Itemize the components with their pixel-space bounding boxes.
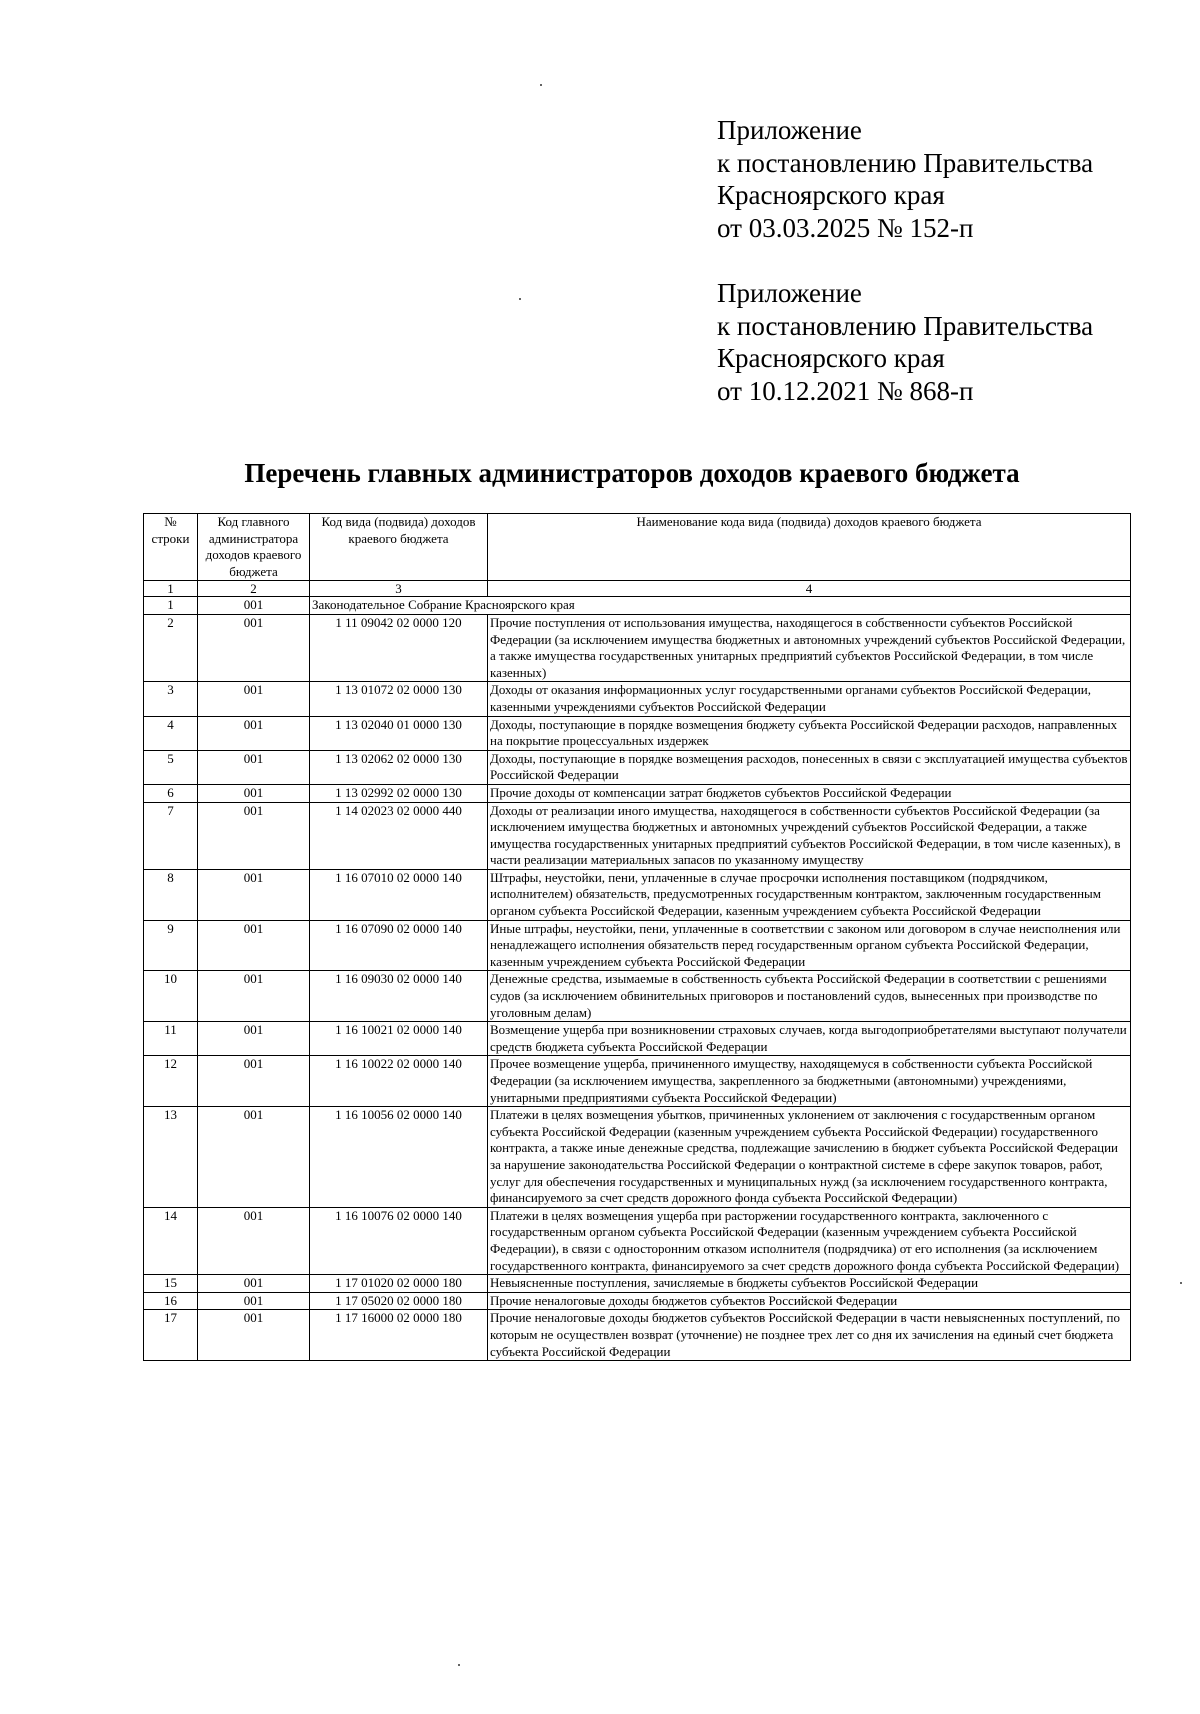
revenue-code-cell: 1 14 02023 02 0000 440 bbox=[310, 802, 488, 869]
appendix-line: к постановлению Правительства bbox=[717, 310, 1094, 341]
admin-code-cell: 001 bbox=[198, 1022, 310, 1056]
appendix-block bbox=[717, 277, 1093, 407]
revenue-name-cell: Иные штрафы, неустойки, пени, уплаченные в соответствии с законом или договором в случае неисполнения или ненадлежащего исполнения обязательств перед государственным органом субъекта Российской Федерации, казенным учреждением субъекта Российской Федерации bbox=[488, 920, 1131, 971]
admin-code-cell: 001 bbox=[198, 1275, 310, 1293]
table-row bbox=[144, 750, 1131, 784]
row-number-cell: 17 bbox=[144, 1310, 198, 1361]
admin-code-cell: 001 bbox=[198, 1292, 310, 1310]
row-number-cell: 10 bbox=[144, 971, 198, 1022]
admin-code-cell: 001 bbox=[198, 597, 310, 615]
scan-speck bbox=[458, 1664, 460, 1666]
appendix-date-line: от 10.12.2021 № 868-п bbox=[717, 375, 974, 406]
revenue-name-cell: Доходы, поступающие в порядке возмещения бюджету субъекта Российской Федерации расходов, направленных на покрытие процессуальных издержек bbox=[488, 716, 1131, 750]
table-row bbox=[144, 1292, 1131, 1310]
revenue-name-cell: Прочие доходы от компенсации затрат бюджетов субъектов Российской Федерации bbox=[488, 784, 1131, 802]
revenue-name-cell: Прочие неналоговые доходы бюджетов субъектов Российской Федерации в части невыясненных поступлений, по которым не осуществлен возврат (уточнение) не позднее трех лет со дня их зачисления на единый счет бюджета субъекта Российской Федерации bbox=[488, 1310, 1131, 1361]
revenue-name-cell: Возмещение ущерба при возникновении страховых случаев, когда выгодоприобретателями выступают получатели средств бюджета субъекта Российской Федерации bbox=[488, 1022, 1131, 1056]
revenue-code-cell: 1 16 10022 02 0000 140 bbox=[310, 1056, 488, 1107]
administrator-name-cell bbox=[310, 597, 1131, 615]
revenue-code-cell: 1 16 09030 02 0000 140 bbox=[310, 971, 488, 1022]
admin-code-cell: 001 bbox=[198, 750, 310, 784]
revenue-code-cell: 1 17 05020 02 0000 180 bbox=[310, 1292, 488, 1310]
table-row bbox=[144, 614, 1131, 681]
row-number-cell: 14 bbox=[144, 1207, 198, 1274]
table-row bbox=[144, 1310, 1131, 1361]
scan-speck bbox=[519, 298, 521, 300]
appendix-line: к постановлению Правительства bbox=[717, 147, 1094, 178]
scan-speck bbox=[1180, 1282, 1182, 1284]
revenue-code-cell: 1 17 01020 02 0000 180 bbox=[310, 1275, 488, 1293]
admin-code-cell: 001 bbox=[198, 716, 310, 750]
revenue-name-cell: Прочее возмещение ущерба, причиненного имуществу, находящемуся в собственности субъекта Российской Федерации (за исключением имущества, закрепленного за бюджетными (автономными) учреждениями, унитарными предприятиями субъекта Российской Федерации) bbox=[488, 1056, 1131, 1107]
appendix-line: Приложение bbox=[717, 115, 862, 145]
column-number: 3 bbox=[310, 581, 488, 597]
table-row bbox=[144, 1056, 1131, 1107]
revenue-code-cell: 1 16 10076 02 0000 140 bbox=[310, 1207, 488, 1274]
table-row bbox=[144, 971, 1131, 1022]
table-row bbox=[144, 920, 1131, 971]
table-row bbox=[144, 1022, 1131, 1056]
revenue-name-cell: Доходы от реализации иного имущества, находящегося в собственности субъектов Российской Федерации (за исключением имущества бюджетных и автономных учреждений субъектов Российской Федерации, а также имущества государственных унитарных предприятий субъектов Российской Федерации, в том числе казенных), в части реализации материальных запасов по указанному имуществу bbox=[488, 802, 1131, 869]
admin-code-cell: 001 bbox=[198, 1056, 310, 1107]
column-number: 4 bbox=[488, 581, 1131, 597]
revenue-name-cell: Доходы от оказания информационных услуг государственными органами субъектов Российской Федерации, казенными учреждениями субъектов Российской Федерации bbox=[488, 682, 1131, 716]
row-number-cell: 7 bbox=[144, 802, 198, 869]
appendix-date-line: от 03.03.2025 № 152-п bbox=[717, 212, 974, 243]
header-admin-code: Код главного администратора доходов краевого бюджета bbox=[198, 514, 310, 581]
admin-code-cell: 001 bbox=[198, 614, 310, 681]
revenue-name-cell: Платежи в целях возмещения ущерба при расторжении государственного контракта, заключенного с государственным органом субъекта Российской Федерации (казенным учреждением субъекта Российской Федерации), в связи с односторонним отказом исполнителя (подрядчика) от его исполнения (за исключением государственного контракта, финансируемого за счет средств дорожного фонда субъекта Российской Федерации) bbox=[488, 1207, 1131, 1274]
administrator-name: Законодательное Собрание Красноярского края bbox=[312, 597, 575, 613]
table-row bbox=[144, 597, 1131, 615]
table-row bbox=[144, 1207, 1131, 1274]
appendix-block bbox=[717, 114, 1093, 244]
table-row bbox=[144, 1107, 1131, 1208]
admin-code-cell: 001 bbox=[198, 802, 310, 869]
row-number-cell: 5 bbox=[144, 750, 198, 784]
row-number-cell: 11 bbox=[144, 1022, 198, 1056]
revenue-name-cell: Доходы, поступающие в порядке возмещения расходов, понесенных в связи с эксплуатацией имущества субъектов Российской Федерации bbox=[488, 750, 1131, 784]
revenue-name-cell: Прочие неналоговые доходы бюджетов субъектов Российской Федерации bbox=[488, 1292, 1131, 1310]
table-row bbox=[144, 784, 1131, 802]
row-number-cell: 9 bbox=[144, 920, 198, 971]
row-number-cell: 4 bbox=[144, 716, 198, 750]
table-row bbox=[144, 802, 1131, 869]
table-row bbox=[144, 682, 1131, 716]
row-number-cell: 12 bbox=[144, 1056, 198, 1107]
admin-code-cell: 001 bbox=[198, 920, 310, 971]
column-number: 1 bbox=[144, 581, 198, 597]
revenue-code-cell: 1 13 02062 02 0000 130 bbox=[310, 750, 488, 784]
admin-code-cell: 001 bbox=[198, 1107, 310, 1208]
revenue-administrators-table bbox=[143, 513, 1131, 1361]
revenue-code-cell: 1 13 02040 01 0000 130 bbox=[310, 716, 488, 750]
row-number-cell: 13 bbox=[144, 1107, 198, 1208]
revenue-name-cell: Штрафы, неустойки, пени, уплаченные в случае просрочки исполнения поставщиком (подрядчиком, исполнителем) обязательств, предусмотренных государственным контрактом, заключенным государственным органом субъекта Российской Федерации, казенным учреждением субъекта Российской Федерации bbox=[488, 869, 1131, 920]
table-header bbox=[144, 514, 1131, 581]
row-number-cell: 6 bbox=[144, 784, 198, 802]
header-revenue-name: Наименование кода вида (подвида) доходов краевого бюджета bbox=[488, 514, 1131, 581]
table-body bbox=[144, 581, 1131, 1361]
appendix-line: Приложение bbox=[717, 278, 862, 308]
revenue-code-cell: 1 16 07090 02 0000 140 bbox=[310, 920, 488, 971]
table-row bbox=[144, 716, 1131, 750]
row-number-cell: 15 bbox=[144, 1275, 198, 1293]
revenue-name-cell: Денежные средства, изымаемые в собственность субъекта Российской Федерации в соответствии с решениями судов (за исключением обвинительных приговоров и постановлений судов, вынесенных при производстве по уголовным делам) bbox=[488, 971, 1131, 1022]
row-number-cell: 8 bbox=[144, 869, 198, 920]
row-number-cell: 3 bbox=[144, 682, 198, 716]
header-row bbox=[144, 514, 1131, 581]
admin-code-cell: 001 bbox=[198, 1207, 310, 1274]
revenue-name-cell: Прочие поступления от использования имущества, находящегося в собственности субъектов Российской Федерации (за исключением имущества бюджетных и автономных учреждений субъектов Российской Федерации, а также имущества государственных унитарных предприятий субъектов Российской Федерации, в том числе казенных) bbox=[488, 614, 1131, 681]
appendix-line: Красноярского края bbox=[717, 180, 945, 210]
admin-code-cell: 001 bbox=[198, 682, 310, 716]
revenue-code-cell: 1 17 16000 02 0000 180 bbox=[310, 1310, 488, 1361]
document-title: Перечень главных администраторов доходов краевого бюджета bbox=[244, 458, 1020, 488]
table-row bbox=[144, 869, 1131, 920]
admin-code-cell: 001 bbox=[198, 784, 310, 802]
scan-speck bbox=[540, 84, 542, 86]
row-number-cell: 16 bbox=[144, 1292, 198, 1310]
column-number-row bbox=[144, 581, 1131, 597]
revenue-name-cell: Платежи в целях возмещения убытков, причиненных уклонением от заключения с государственным органом субъекта Российской Федерации (казенным учреждением субъекта Российской Федерации) государственного контракта, а также иные денежные средства, подлежащие зачислению в бюджет субъекта Российской Федерации за нарушение законодательства Российской Федерации о контрактной системе в сфере закупок товаров, работ, услуг для обеспечения государственных и муниципальных нужд (за исключением государственного контракта, финансируемого за счет средств дорожного фонда субъекта Российской Федерации) bbox=[488, 1107, 1131, 1208]
admin-code-cell: 001 bbox=[198, 971, 310, 1022]
header-row-number: № строки bbox=[144, 514, 198, 581]
table-row bbox=[144, 1275, 1131, 1293]
revenue-code-cell: 1 16 10021 02 0000 140 bbox=[310, 1022, 488, 1056]
admin-code-cell: 001 bbox=[198, 869, 310, 920]
revenue-code-cell: 1 11 09042 02 0000 120 bbox=[310, 614, 488, 681]
revenue-code-cell: 1 13 02992 02 0000 130 bbox=[310, 784, 488, 802]
admin-code-cell: 001 bbox=[198, 1310, 310, 1361]
column-number: 2 bbox=[198, 581, 310, 597]
row-number-cell: 2 bbox=[144, 614, 198, 681]
header-revenue-code: Код вида (подвида) доходов краевого бюджета bbox=[310, 514, 488, 581]
revenue-code-cell: 1 13 01072 02 0000 130 bbox=[310, 682, 488, 716]
revenue-name-cell: Невыясненные поступления, зачисляемые в бюджеты субъектов Российской Федерации bbox=[488, 1275, 1131, 1293]
revenue-code-cell: 1 16 10056 02 0000 140 bbox=[310, 1107, 488, 1208]
row-number-cell: 1 bbox=[144, 597, 198, 615]
appendix-line: Красноярского края bbox=[717, 343, 945, 373]
revenue-code-cell: 1 16 07010 02 0000 140 bbox=[310, 869, 488, 920]
